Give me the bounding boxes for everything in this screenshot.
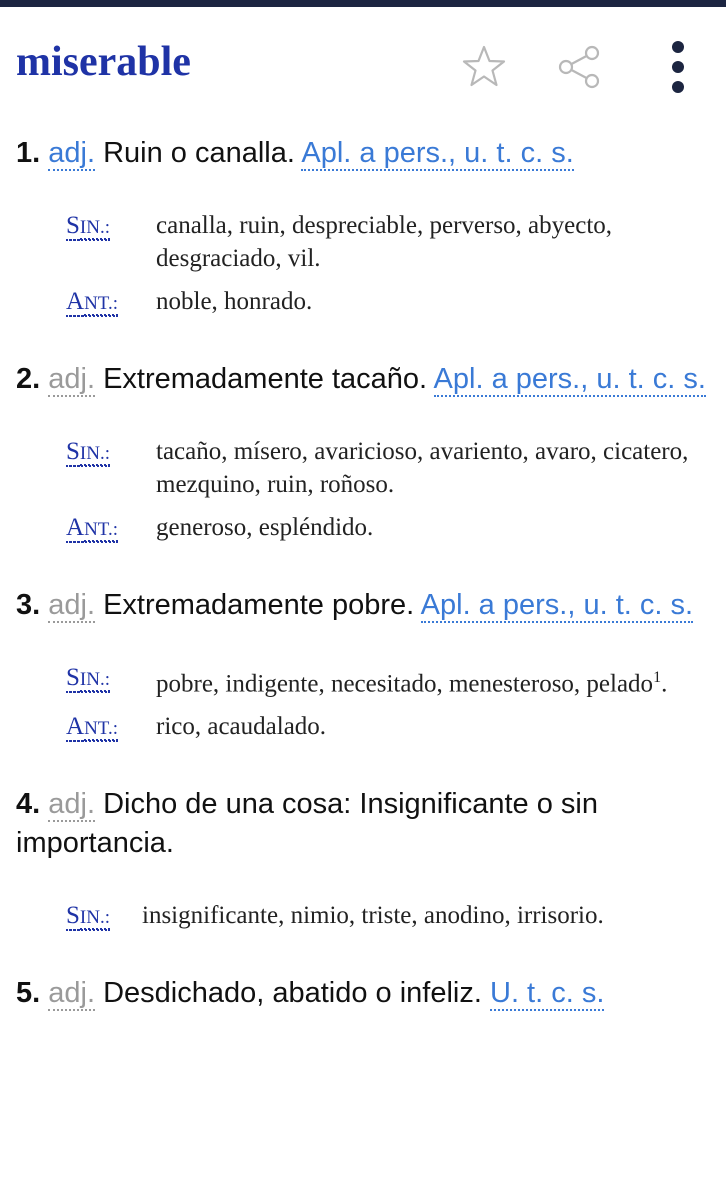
sin-label[interactable]: SIN.: xyxy=(66,438,110,465)
antonym-row xyxy=(16,710,710,745)
share-icon[interactable] xyxy=(556,43,604,91)
definition-text: Ruin o canalla. xyxy=(95,137,302,169)
synonyms-block xyxy=(16,435,710,546)
synonym-list: tacaño, mísero, avaricioso, avariento, avaro, cicatero, mezquino, ruin, roñoso. xyxy=(156,438,689,498)
entry-title: miserable xyxy=(16,39,191,85)
abbr-adj[interactable]: adj. xyxy=(48,363,96,395)
synonyms-block xyxy=(16,209,710,320)
synonym-list: insignificante, nimio, triste, anodino, irrisorio. xyxy=(142,902,604,930)
sense-5 xyxy=(0,974,726,1013)
synonym-list: pobre, indigente, necesitado, menesteroso, pelado$^1$. xyxy=(156,669,668,698)
antonym-row xyxy=(16,285,710,320)
entry-content xyxy=(0,130,726,1013)
sense-definition xyxy=(16,134,710,173)
sense-definition xyxy=(16,360,710,399)
sense-definition xyxy=(16,586,710,625)
entry-header xyxy=(0,7,726,117)
abbr-adj[interactable]: adj. xyxy=(48,137,96,169)
sense-1 xyxy=(0,134,726,320)
abbr-adj[interactable]: adj. xyxy=(48,788,96,821)
usage-note[interactable]: Apl. a pers., u. t. c. s. xyxy=(420,589,694,621)
sense-4 xyxy=(0,785,726,934)
sense-3 xyxy=(0,586,726,745)
synonym-list: canalla, ruin, despreciable, perverso, abyecto, desgraciado, vil. xyxy=(156,212,613,272)
sin-label[interactable]: SIN.: xyxy=(66,902,110,930)
synonyms-block xyxy=(16,899,710,934)
synonym-row xyxy=(16,661,710,700)
antonym-list: generoso, espléndido. xyxy=(156,514,374,541)
synonyms-block xyxy=(16,661,710,745)
usage-note[interactable]: Apl. a pers., u. t. c. s. xyxy=(301,137,574,169)
sense-number: 2. xyxy=(16,363,41,395)
usage-note[interactable]: Apl. a pers., u. t. c. s. xyxy=(433,363,706,395)
synonym-row xyxy=(16,209,710,275)
definition-text: Dicho de una cosa: Insignificante o sin importancia. xyxy=(16,788,598,860)
more-vertical-icon[interactable] xyxy=(664,39,692,95)
synonym-row xyxy=(16,899,710,934)
definition-text: Desdichado, abatido o infeliz. xyxy=(95,977,490,1010)
sense-number: 3. xyxy=(16,589,41,621)
star-icon[interactable] xyxy=(460,43,508,91)
definition-text: Extremadamente pobre. xyxy=(95,589,421,621)
antonym-list: rico, acaudalado. xyxy=(156,713,327,741)
ant-label[interactable]: ANT.: xyxy=(66,713,119,741)
synonym-row xyxy=(16,435,710,501)
sin-label[interactable]: SIN.: xyxy=(66,664,110,691)
definition-text: Extremadamente tacaño. xyxy=(95,363,434,395)
sense-number: 5. xyxy=(16,977,41,1010)
top-status-bar xyxy=(0,0,726,7)
usage-note[interactable]: U. t. c. s. xyxy=(490,977,605,1010)
sense-number: 1. xyxy=(16,137,41,169)
ant-label[interactable]: ANT.: xyxy=(66,514,119,541)
sense-definition xyxy=(16,785,710,863)
sense-2 xyxy=(0,360,726,546)
sense-definition xyxy=(16,974,710,1013)
antonym-row xyxy=(16,511,710,546)
antonym-list: noble, honrado. xyxy=(156,288,313,315)
abbr-adj[interactable]: adj. xyxy=(48,977,96,1010)
sin-label[interactable]: SIN.: xyxy=(66,212,110,239)
abbr-adj[interactable]: adj. xyxy=(48,589,96,621)
ant-label[interactable]: ANT.: xyxy=(66,288,119,315)
sense-number: 4. xyxy=(16,788,41,821)
superscript: 1 xyxy=(653,669,662,686)
